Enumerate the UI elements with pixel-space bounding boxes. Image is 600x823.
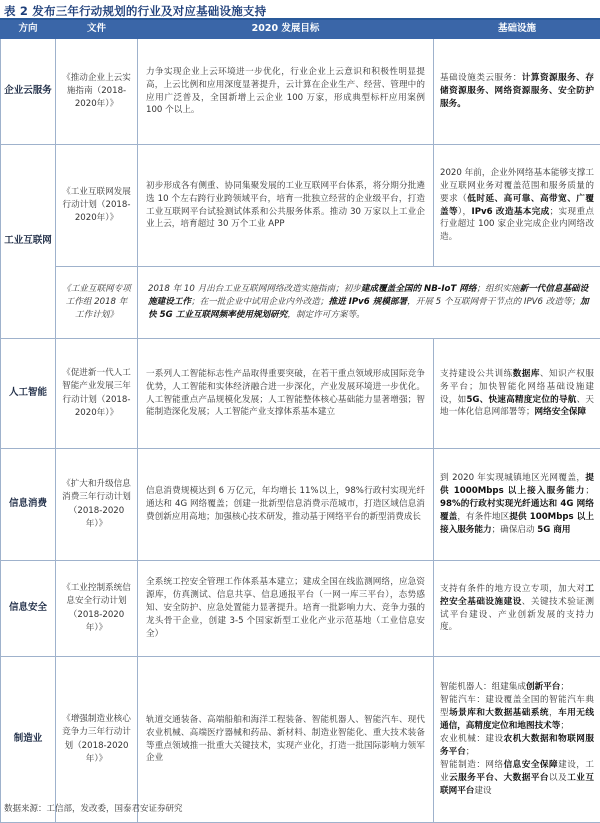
infra-text: 支持有条件的地方设立专项，加大对	[440, 584, 585, 594]
infra-highlight: 98%的行政村实现光纤通达和 4G 网络覆盖	[440, 499, 594, 522]
infrastructure-cell	[434, 449, 600, 561]
infra-text: 、知识产权服务平台；加快智能化网络基础设施建设，如	[440, 369, 594, 405]
infra-highlight: 车用无线通信，高精度定位和地图技术等	[440, 708, 594, 731]
infra-text: 智能制造：网络	[440, 760, 504, 770]
infra-highlight: 工业互联网平台	[440, 773, 594, 796]
infra-text: ，	[549, 708, 558, 718]
header-row	[1, 21, 600, 39]
infra-highlight: 场景库和大数据基础系统	[449, 708, 549, 718]
infra-highlight: 计算资源服务、存储资源服务、网络资源服务、安全防护服务。	[440, 73, 594, 109]
infra-text: 农业机械：建设	[440, 734, 504, 744]
direction-cell: 企业云服务	[1, 39, 56, 145]
document-cell: 《推动企业上云实施指南（2018-2020年）》	[56, 39, 138, 145]
infrastructure-cell	[434, 39, 600, 145]
document-cell: 《促进新一代人工智能产业发展三年行动计划（2018-2020年）》	[56, 339, 138, 449]
note-highlight: 推进 IPv6 规模部署	[329, 297, 408, 307]
goal-cell: 轨道交通装备、高端船舶和海洋工程装备、智能机器人、智能汽车、现代农业机械、高端医疗器械和药品、新材料、制造业智能化、重大技术装备等重点领域推一批重大关键技术，实现产业化，打造一批国际影响力领军企业	[138, 657, 434, 823]
infra-text: ；实现重点行业超过 100 家企业完成企业内网络改造。	[440, 207, 594, 243]
infra-highlight: IPv6 改造基本完成	[472, 207, 550, 217]
infra-highlight: 数据库	[513, 369, 540, 379]
infra-text: 、天地一体化信息网部署等；	[440, 395, 594, 418]
infra-text: 以及	[549, 773, 567, 783]
table-row	[1, 267, 600, 339]
infra-highlight: 提供 1000Mbps 以上接入服务能力	[440, 473, 594, 496]
table-row	[1, 339, 600, 449]
table-row	[1, 657, 600, 823]
infra-highlight: 低时延、高可靠、高带宽、广覆盖等	[440, 194, 594, 217]
table-row	[1, 39, 600, 145]
infra-text: 建设，	[558, 760, 585, 770]
header-document: 文件	[56, 21, 138, 39]
infra-text: ；	[560, 721, 569, 731]
data-source-note: 数据来源：工信部，发改委，国泰君安证券研究	[4, 802, 183, 814]
goal-cell: 力争实现企业上云环境进一步优化，行业企业上云意识和积极性明显提高，上云比例和应用深度显著提升，云计算在企业生产、经营、管理中的应用广泛普及，全国新增上云企业 100 万家，形成典型标杆应用案例 100 个以上。	[138, 39, 434, 145]
infra-highlight: 信息安全保障	[504, 760, 559, 770]
infra-text: ；确保启动	[492, 525, 538, 535]
infra-text: 智能机器人：组建集成	[440, 682, 526, 692]
note-highlight: 新一代信息基础设施建设工作	[148, 284, 588, 307]
infra-text: 、关键技术验证测试平台建设、产业创新发展的支持力度。	[440, 597, 594, 633]
table-row	[1, 561, 600, 657]
table-title: 表 2 发布三年行动规划的行业及对应基础设施支持	[4, 3, 266, 19]
workplan-cell	[138, 267, 600, 339]
note-highlight: 建成覆盖全国的 NB-IoT 网络	[361, 284, 477, 294]
infra-text: 支持建设公共训练	[440, 369, 513, 379]
infra-highlight: 网络安全保障	[535, 407, 587, 417]
infra-text: ；	[466, 747, 475, 757]
header-direction: 方向	[1, 21, 56, 39]
direction-cell: 信息消费	[1, 449, 56, 561]
infra-text: ），	[458, 207, 472, 217]
infra-highlight: 工控安全基础设施建设	[440, 584, 594, 607]
infra-text: ；	[560, 682, 569, 692]
note-text: 2018 年 10 月出台工业互联网网络改造实施指南；初步	[148, 284, 361, 294]
goal-cell: 初步形成各有侧重、协同集聚发展的工业互联网平台体系，将分期分批遴选 10 个左右跨行业跨领域平台，培育一批独立经营的企业级平台，打造工业互联网平台试验测试体系和公共服务体系。推动 30 万家以上工业企业上云，培育超过 30 万个工业 APP	[138, 145, 434, 267]
infra-highlight: 提供 100Mbps 以上接入服务能力	[440, 512, 594, 535]
table-row	[1, 449, 600, 561]
note-text: ，制定许可方案等。	[287, 310, 364, 320]
note-text: ，开展 5 个互联网骨干节点的 IPV6 改造等；	[407, 297, 580, 307]
infra-text: 2020 年前，企业外网络基本能够支撑工业互联网业务对覆盖范围和服务质量的要求（	[440, 168, 594, 204]
infrastructure-cell	[434, 657, 600, 823]
direction-cell: 制造业	[1, 657, 56, 823]
infra-text: ，有条件地区	[457, 512, 509, 522]
infra-text: 智能汽车：建设覆盖全国的智能汽车典型	[440, 695, 594, 718]
infra-text: 建设	[474, 786, 491, 796]
infrastructure-cell	[434, 339, 600, 449]
infra-highlight: 农机大数据和物联网服务平台	[440, 734, 594, 757]
goal-cell: 全系统工控安全管理工作体系基本建立；建成全国在线监测网络，应急资源库，仿真测试、信息共享、信息通报平台（一网一库三平台），态势感知、安全防护、应急处置能力显著提升。培育一批影响力大、竞争力强的龙头骨干企业，创建 3-5 个国家新型工业化产业示范基地（工业信息安全）	[138, 561, 434, 657]
document-cell: 《增强制造业核心竞争力三年行动计划（2018-2020年）》	[56, 657, 138, 823]
infra-highlight: 云服务平台、大数据平台	[449, 773, 549, 783]
note-text: ；组织实施	[477, 284, 520, 294]
header-goal: 2020 发展目标	[138, 21, 434, 39]
note-text: ；在一批企业中试用企业内外改造；	[191, 297, 329, 307]
infra-text: 基础设施类云服务：	[440, 73, 522, 83]
infra-highlight: 5G 商用	[537, 525, 570, 535]
header-infrastructure: 基础设施	[434, 21, 600, 39]
direction-cell: 工业互联网	[1, 145, 56, 339]
goal-cell: 一系列人工智能标志性产品取得重要突破，在若干重点领域形成国际竞争优势，人工智能和实体经济融合进一步深化，产业发展环境进一步优化。人工智能重点产品规模化发展；人工智能整体核心基础能力显著增强；智能制造深化发展；人工智能产业支撑体系基本建立	[138, 339, 434, 449]
document-cell: 《工业控制系统信息安全行动计划（2018-2020年）》	[56, 561, 138, 657]
infra-text: 到 2020 年实现城镇地区光网覆盖，	[440, 473, 585, 483]
note-highlight: 加快 5G 工业互联网频率使用规划研究	[148, 297, 589, 320]
document-cell: 《工业互联网专项工作组 2018 年工作计划》	[56, 267, 138, 339]
industry-infrastructure-table	[0, 20, 600, 823]
document-cell: 《扩大和升级信息消费三年行动计划（2018-2020年）》	[56, 449, 138, 561]
infra-text: 工业	[440, 760, 594, 783]
direction-cell: 人工智能	[1, 339, 56, 449]
infra-highlight: 创新平台	[526, 682, 560, 692]
direction-cell: 信息安全	[1, 561, 56, 657]
infrastructure-cell	[434, 145, 600, 267]
table-row	[1, 145, 600, 267]
document-cell: 《工业互联网发展行动计划（2018-2020年）》	[56, 145, 138, 267]
infra-highlight: 5G、快速高精度定位的导航	[466, 395, 576, 405]
infrastructure-cell	[434, 561, 600, 657]
goal-cell: 信息消费规模达到 6 万亿元，年均增长 11%以上，98%行政村实现光纤通达和 4G 网络覆盖；创建一批新型信息消费示范城市，打造区域信息消费创新应用高地；加强核心技术研发，推动基于网络平台的新型消费成长	[138, 449, 434, 561]
infra-text: ；	[585, 486, 594, 496]
